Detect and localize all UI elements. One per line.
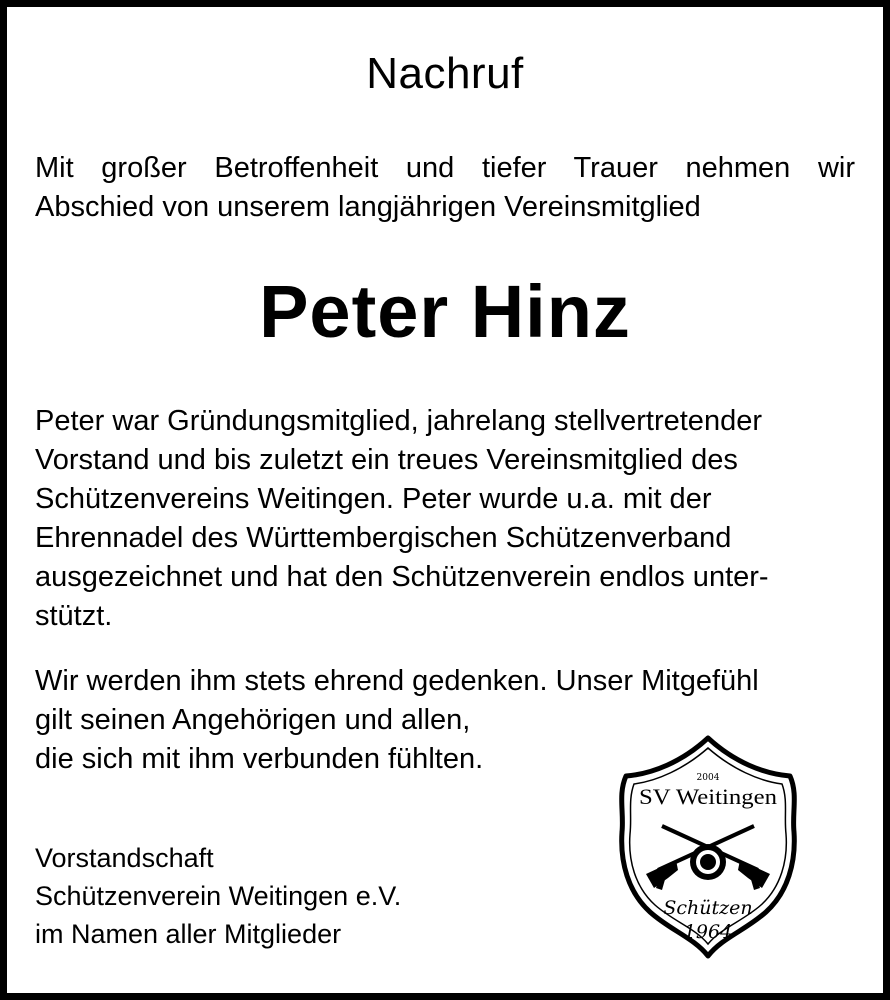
intro-paragraph [35,149,855,227]
biography-line: stützt. [35,600,113,632]
closing-line: gilt seinen Angehörigen und allen, [35,704,471,736]
closing-line: Wir werden ihm stets ehrend gedenken. Unser Mitgefühl [35,665,759,697]
notice-heading: Nachruf [366,49,524,98]
club-emblem [610,732,806,962]
emblem-year: 1964 [683,921,733,943]
deceased-name: Peter Hinz [259,270,631,353]
biography-line: Schützenvereins Weitingen. Peter wurde u.a. mit der [35,483,712,515]
signature-line: im Namen aller Mitglieder [35,919,342,949]
biography-line: Vorstand und bis zuletzt ein treues Vereinsmitglied des [35,444,738,476]
emblem-club-name: SV Weitingen [639,784,777,809]
biography-line: Peter war Gründungsmitglied, jahrelang stellvertretender [35,405,762,437]
intro-line: Abschied von unserem langjährigen Vereinsmitglied [35,191,701,223]
biography-line: Ehrennadel des Württembergischen Schützenverband [35,522,732,554]
biography-paragraph [35,402,855,636]
emblem-small-text: 2004 [696,773,720,783]
closing-line: die sich mit ihm verbunden fühlten. [35,743,484,775]
biography-line: ausgezeichnet und hat den Schützenverein endlos unter- [35,561,769,593]
signature-line: Vorstandschaft [35,843,214,873]
signature-block [35,839,595,953]
intro-line: Mit großer Betroffenheit und tiefer Trauer nehmen wir [35,152,855,184]
signature-line: Schützenverein Weitingen e.V. [35,881,402,911]
emblem-bottom-text: Schützen [663,897,753,919]
